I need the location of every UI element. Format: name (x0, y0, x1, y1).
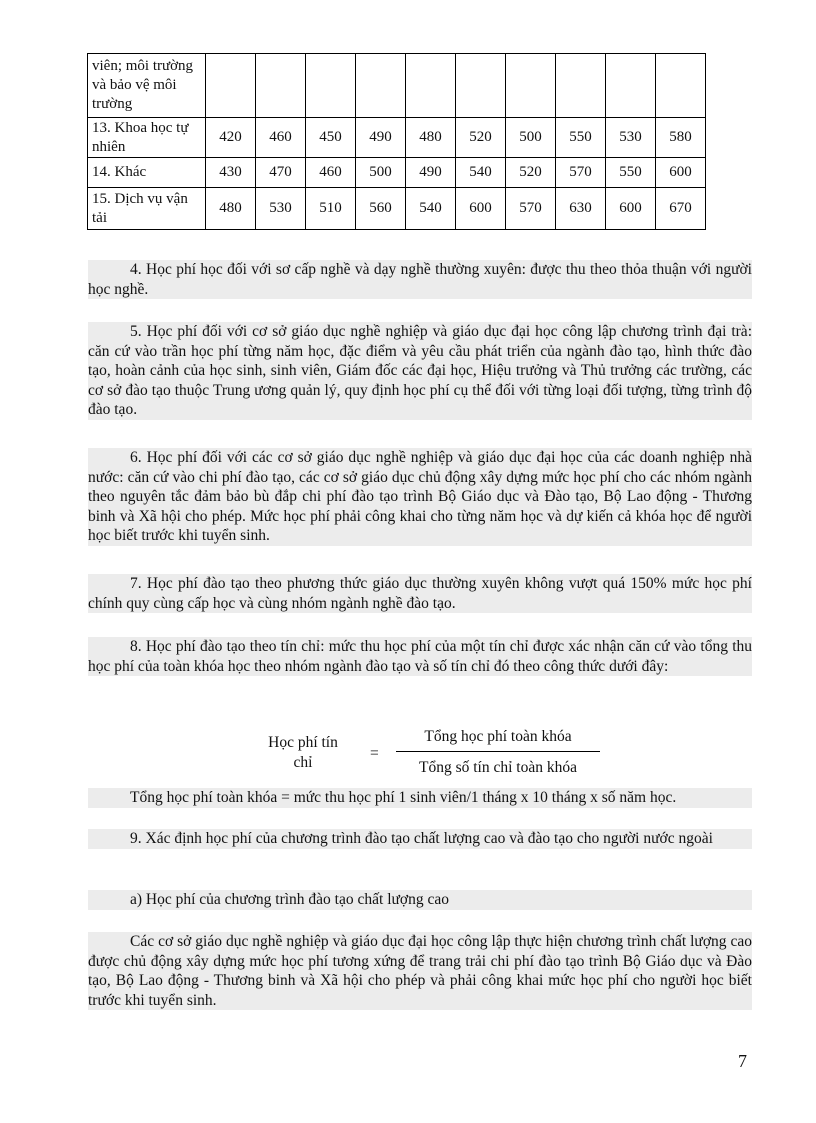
formula-lhs-line1: Học phí tín (268, 734, 338, 751)
table-cell: 580 (656, 118, 706, 158)
formula-lhs-line2: chỉ (293, 754, 313, 771)
paragraph-9a: a) Học phí của chương trình đào tạo chất lượng cao (88, 890, 752, 910)
table-cell: 500 (506, 118, 556, 158)
table-cell: 480 (206, 188, 256, 230)
table-cell: 530 (256, 188, 306, 230)
table-cell: 460 (306, 158, 356, 188)
table-cell: 480 (406, 118, 456, 158)
table-cell: 550 (556, 118, 606, 158)
formula-denominator: Tổng số tín chỉ toàn khóa (419, 759, 577, 776)
table-cell (256, 54, 306, 118)
table-cell: 600 (456, 188, 506, 230)
paragraph-9: 9. Xác định học phí của chương trình đào tạo chất lượng cao và đào tạo cho người nước ngoài (88, 829, 752, 849)
table-cell: 520 (456, 118, 506, 158)
paragraph-8: 8. Học phí đào tạo theo tín chỉ: mức thu học phí của một tín chỉ được xác nhận căn cứ vào tổng thu học phí của toàn khóa học theo nhóm ngành đào tạo và số tín chỉ đó theo công thức dưới đây: (88, 638, 752, 675)
table-cell: 540 (456, 158, 506, 188)
table-cell: 670 (656, 188, 706, 230)
table-cell: 570 (556, 158, 606, 188)
table-cell: 490 (406, 158, 456, 188)
table-cell: 490 (356, 118, 406, 158)
paragraph-6: 6. Học phí đối với các cơ sở giáo dục nghề nghiệp và giáo dục đại học của các doanh nghiệp nhà nước: căn cứ vào chi phí đào tạo, các cơ sở giáo dục chủ động xây dựng mức học phí cho các nhóm ngành theo nguyên tắc đảm bảo bù đắp chi phí đào tạo trình Bộ Giáo dục và Đào tạo, Bộ Lao động - Thương binh và Xã hội cho phép. Mức học phí phải công khai cho từng năm học và dự kiến cả khóa học để người học biết trước khi tuyển sinh. (88, 449, 752, 545)
row-label: 14. Khác (88, 158, 206, 188)
table-cell: 470 (256, 158, 306, 188)
table-cell (506, 54, 556, 118)
table-cell: 600 (656, 158, 706, 188)
table-cell (406, 54, 456, 118)
table-cell (606, 54, 656, 118)
tuition-table (87, 53, 706, 230)
row-label: 13. Khoa học tự nhiên (88, 118, 206, 158)
paragraph-8b: Tổng học phí toàn khóa = mức thu học phí 1 sinh viên/1 tháng x 10 tháng x số năm học. (88, 788, 752, 808)
paragraph-5: 5. Học phí đối với cơ sở giáo dục nghề nghiệp và giáo dục đại học công lập chương trình đại trà: căn cứ vào trần học phí từng năm học, đặc điểm và yêu cầu phát triển của ngành đào tạo, hình thức đào tạo, hoàn cảnh của học sinh, sinh viên, Giám đốc các đại học, Hiệu trưởng và Thủ trưởng các trường, các cơ sở đào tạo thuộc Trung ương quản lý, quy định học phí cụ thể đối với từng loại đối tượng, từng trình độ đào tạo. (88, 323, 752, 419)
table-cell: 530 (606, 118, 656, 158)
formula-equals: = (370, 745, 379, 762)
table-cell: 560 (356, 188, 406, 230)
paragraph-4: 4. Học phí học đối với sơ cấp nghề và dạy nghề thường xuyên: được thu theo thỏa thuận với người học nghề. (88, 261, 752, 298)
paragraph-7: 7. Học phí đào tạo theo phương thức giáo dục thường xuyên không vượt quá 150% mức học phí chính quy cùng cấp học và cùng nhóm ngành nghề đào tạo. (88, 575, 752, 612)
table-cell: 550 (606, 158, 656, 188)
table-cell: 420 (206, 118, 256, 158)
table-row (88, 188, 706, 230)
row-label: 15. Dịch vụ vận tải (88, 188, 206, 230)
table-row (88, 158, 706, 188)
table-row (88, 54, 706, 118)
table-cell: 570 (506, 188, 556, 230)
page-number: 7 (738, 1051, 747, 1071)
table-row (88, 118, 706, 158)
table-cell: 450 (306, 118, 356, 158)
table-cell (356, 54, 406, 118)
row-label: viên; môi trường và bảo vệ môi trường (88, 54, 206, 118)
table-cell: 520 (506, 158, 556, 188)
table-cell (456, 54, 506, 118)
table-cell: 460 (256, 118, 306, 158)
table-cell: 540 (406, 188, 456, 230)
table-cell: 430 (206, 158, 256, 188)
table-cell (556, 54, 606, 118)
table-cell: 600 (606, 188, 656, 230)
paragraph-9b: Các cơ sở giáo dục nghề nghiệp và giáo dục đại học công lập thực hiện chương trình chất lượng cao được chủ động xây dựng mức học phí tương xứng để trang trải chi phí đào tạo trình Bộ Giáo dục và Đào tạo, Bộ Lao động - Thương binh và Xã hội cho phép và phải công khai mức học phí cho người học biết trước khi tuyển sinh. (88, 933, 752, 1009)
table-cell (656, 54, 706, 118)
table-cell: 500 (356, 158, 406, 188)
table-cell: 630 (556, 188, 606, 230)
table-cell (206, 54, 256, 118)
table-cell (306, 54, 356, 118)
formula-numerator: Tổng học phí toàn khóa (396, 727, 600, 752)
table-cell: 510 (306, 188, 356, 230)
